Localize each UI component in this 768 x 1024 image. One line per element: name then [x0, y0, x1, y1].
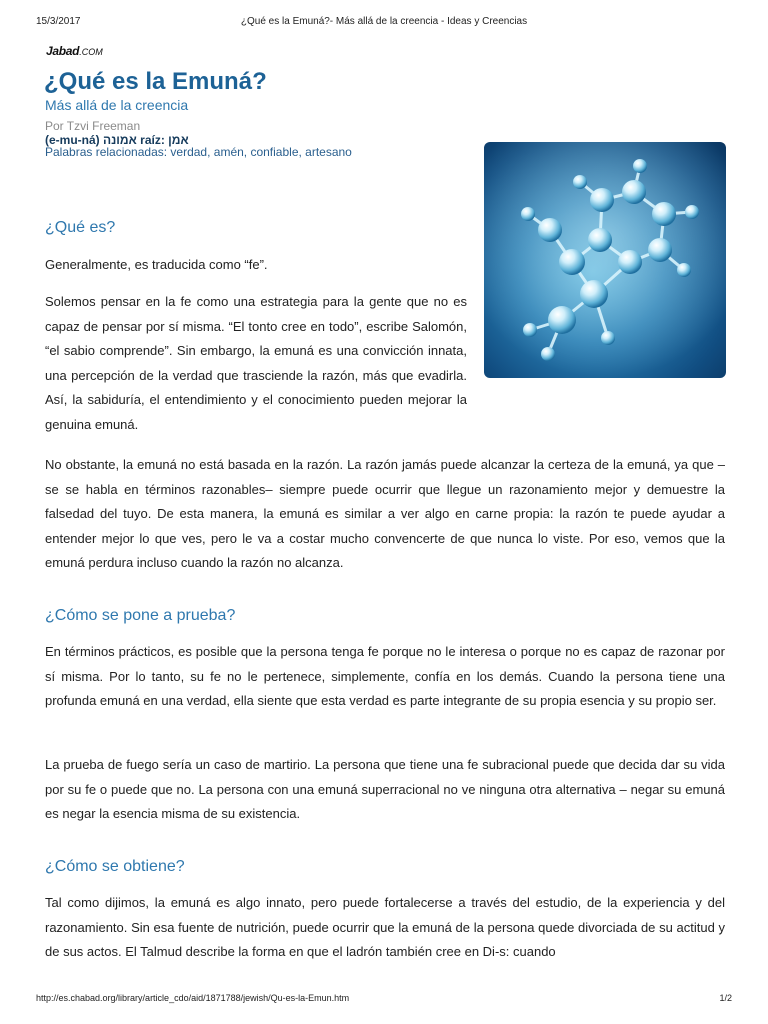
paragraph: Generalmente, es traducida como “fe”.	[45, 257, 268, 272]
site-logo[interactable]	[46, 44, 103, 58]
pronunciation-line: (e-mu-ná) אמונה raíz: אמן	[45, 133, 189, 147]
section-heading-que-es: ¿Qué es?	[45, 219, 116, 236]
logo-suffix: .COM	[79, 47, 103, 57]
paragraph: Solemos pensar en la fe como una estrategia para la gente que no es capaz de pensar por sí misma. “El tonto cree en todo”, escribe Salomón, “el sabio comprende”. Sin embargo, la emuná es una convicción innata, una percepción de la verdad que trasciende la razón, más que evadirla. Así, la sabiduría, el entendimiento y el conocimiento pueden mejorar la genuina emuná.	[45, 294, 467, 432]
section-heading-obtiene: ¿Cómo se obtiene?	[45, 858, 185, 875]
print-url[interactable]: http://es.chabad.org/library/article_cdo/aid/1871788/jewish/Qu-es-la-Emun.htm	[36, 993, 350, 1003]
paragraph: Tal como dijimos, la emuná es algo innato, pero puede fortalecerse a través del estudio, de la experiencia y del razonamiento. Sin esa fuente de nutrición, puede ocurrir que la emuná de la persona quede divorciada de su actitud y de sus actos. El Talmud describe la forma en que el ladrón también cree en Di-s: cuando	[45, 895, 725, 959]
article-author: Por Tzvi Freeman	[45, 119, 141, 133]
print-page-title: ¿Qué es la Emuná?- Más allá de la creencia - Ideas y Creencias	[240, 16, 528, 27]
page-number: 1/2	[719, 993, 732, 1003]
molecule-illustration	[484, 142, 726, 378]
molecule-icon	[484, 142, 726, 378]
print-footer	[36, 993, 732, 1007]
paragraph: No obstante, la emuná no está basada en la razón. La razón jamás puede alcanzar la certeza de la emuná, ya que –se se habla en términos razonables– siempre puede ocurrir que llegue un razonamiento mejor y demuestre la falsedad del tuyo. De esta manera, la emuná es similar a ver algo en carne propia: la razón te puede ayudar a entender mejor lo que ves, pero le va a costar mucho convencerte de que nunca lo viste. Por eso, vemos que la emuná perdura incluso cuando la razón no alcanza.	[45, 457, 725, 570]
print-date: 15/3/2017	[36, 16, 81, 27]
paragraph: En términos prácticos, es posible que la persona tenga fe porque no le interesa o porque no es capaz de razonar por sí misma. Por lo tanto, su fe no le pertenece, simplemente, confía en los demás. Cuando la persona tiene una profunda emuná en una verdad, ella siente que esta verdad es parte integrante de su propia esencia y su propio ser.	[45, 644, 725, 708]
article-subtitle: Más allá de la creencia	[45, 97, 189, 113]
article-title: ¿Qué es la Emuná?	[44, 68, 267, 95]
section-heading-prueba: ¿Cómo se pone a prueba?	[45, 607, 236, 624]
related-words: Palabras relacionadas: verdad, amén, confiable, artesano	[45, 145, 352, 159]
print-header	[36, 16, 732, 30]
logo-main: Jabad	[46, 44, 80, 58]
paragraph: La prueba de fuego sería un caso de martirio. La persona que tiene una fe subracional puede que decida dar su vida por su fe o puede que no. La persona con una emuná superracional no ve ninguna otra alternativa – negar su emuná es negar la esencia misma de su existencia.	[45, 757, 725, 821]
